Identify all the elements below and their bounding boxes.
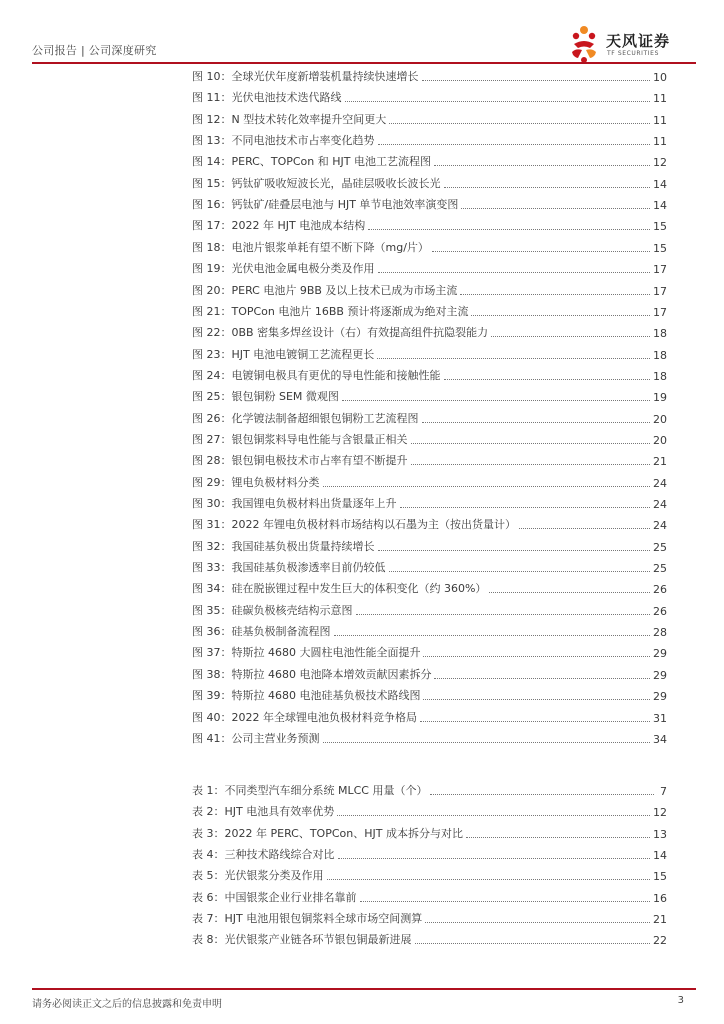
figure-title: 图 12：N 型技术转化效率提升空间更大 <box>192 112 387 126</box>
figure-toc-entry[interactable] <box>192 278 667 298</box>
dot-leader <box>444 378 651 380</box>
dot-leader <box>377 357 650 359</box>
dot-leader <box>422 79 651 81</box>
figure-title: 图 14：PERC、TOPCon 和 HJT 电池工艺流程图 <box>192 155 431 169</box>
figure-title: 图 41：公司主营业务预测 <box>192 731 320 745</box>
figure-title: 图 27：银包铜浆料导电性能与含银量正相关 <box>192 432 408 446</box>
dot-leader <box>342 399 650 401</box>
figure-title: 图 18：电池片银浆单耗有望不断下降（mg/片） <box>192 240 429 254</box>
figure-page-number: 18 <box>653 348 667 362</box>
figure-title: 图 40：2022 年全球锂电池负极材料竞争格局 <box>192 710 417 724</box>
table-title: 表 2：HJT 电池具有效率优势 <box>192 805 335 819</box>
figure-toc-entry[interactable] <box>192 342 667 362</box>
figure-title: 图 36：硅基负极制备流程图 <box>192 625 331 639</box>
figure-page-number: 24 <box>653 519 667 533</box>
figure-page-number: 20 <box>653 433 667 447</box>
table-page-number: 22 <box>653 934 667 948</box>
table-page-number: 21 <box>653 913 667 927</box>
figure-toc-entry[interactable] <box>192 85 667 105</box>
table-title: 表 7：HJT 电池用银包铜浆料全球市场空间测算 <box>192 912 423 926</box>
table-title: 表 4：三种技术路线综合对比 <box>192 848 335 862</box>
table-title: 表 3：2022 年 PERC、TOPCon、HJT 成本拆分与对比 <box>192 826 463 840</box>
table-toc-entry[interactable] <box>192 927 667 947</box>
dot-leader <box>378 271 651 273</box>
figure-toc-entry[interactable] <box>192 299 667 319</box>
figure-page-number: 25 <box>653 562 667 576</box>
footer-disclaimer: 请务必阅读正文之后的信息披露和免责申明 <box>32 999 222 1010</box>
figure-toc-entry[interactable] <box>192 598 667 618</box>
figure-page-number: 29 <box>653 690 667 704</box>
figure-title: 图 23：HJT 电池电镀铜工艺流程更长 <box>192 347 375 361</box>
figure-title: 图 20：PERC 电池片 9BB 及以上技术已成为市场主流 <box>192 283 458 297</box>
figure-toc-entry[interactable] <box>192 576 667 596</box>
figure-toc-entry[interactable] <box>192 107 667 127</box>
figure-toc-entry[interactable] <box>192 640 667 660</box>
dot-leader <box>389 570 651 572</box>
dot-leader <box>400 506 651 508</box>
figure-title: 图 37：特斯拉 4680 大圆柱电池性能全面提升 <box>192 646 421 660</box>
figure-title: 图 31：2022 年锂电负极材料市场结构以石墨为主（按出货量计） <box>192 518 516 532</box>
figure-title: 图 26：化学镀法制备超细银包铜粉工艺流程图 <box>192 411 419 425</box>
figure-toc-entry[interactable] <box>192 64 667 84</box>
figure-toc-entry[interactable] <box>192 534 667 554</box>
figure-title: 图 32：我国硅基负极出货量持续增长 <box>192 539 375 553</box>
report-type-label: 公司报告 | 公司深度研究 <box>32 44 157 57</box>
figure-toc-entry[interactable] <box>192 662 667 682</box>
figure-page-number: 25 <box>653 540 667 554</box>
figure-title: 图 15：钙钛矿吸收短波长光，晶硅层吸收长波长光 <box>192 176 441 190</box>
figure-page-number: 28 <box>653 626 667 640</box>
figure-page-number: 14 <box>653 177 667 191</box>
dot-leader <box>327 878 651 880</box>
dot-leader <box>434 164 650 166</box>
table-title: 表 5：光伏银浆分类及作用 <box>192 869 324 883</box>
table-title: 表 6：中国银浆企业行业排名靠前 <box>192 890 357 904</box>
dot-leader <box>338 857 651 859</box>
dot-leader <box>368 228 650 230</box>
figure-title: 图 33：我国硅基负极渗透率目前仍较低 <box>192 561 386 575</box>
figure-page-number: 19 <box>653 391 667 405</box>
logo-name: 天风证券 <box>606 32 671 50</box>
figure-toc-entry[interactable] <box>192 192 667 212</box>
table-page-number: 12 <box>653 806 667 820</box>
dot-leader <box>423 655 650 657</box>
dot-leader <box>434 677 650 679</box>
dot-leader <box>378 549 651 551</box>
figure-page-number: 10 <box>653 71 667 84</box>
dot-leader <box>378 143 651 145</box>
figure-title: 图 24：电镀铜电极具有更优的导电性能和接触性能 <box>192 368 441 382</box>
figure-page-number: 11 <box>653 113 667 127</box>
figure-title: 图 19：光伏电池金属电极分类及作用 <box>192 262 375 276</box>
table-page-number: 13 <box>653 827 667 841</box>
figure-toc-entry[interactable] <box>192 470 667 490</box>
figure-toc-entry[interactable] <box>192 235 667 255</box>
figure-toc-entry[interactable] <box>192 320 667 340</box>
figure-toc-entry[interactable] <box>192 448 667 468</box>
figure-page-number: 34 <box>653 732 667 746</box>
figure-page-number: 18 <box>653 327 667 341</box>
table-toc-entry[interactable] <box>192 799 667 819</box>
dot-leader <box>323 485 651 487</box>
table-page-number: 16 <box>653 891 667 905</box>
figure-page-number: 15 <box>653 220 667 234</box>
figure-title: 图 35：硅碳负极核壳结构示意图 <box>192 603 353 617</box>
figure-toc-entry[interactable] <box>192 149 667 169</box>
dot-leader <box>444 186 651 188</box>
figure-title: 图 39：特斯拉 4680 电池硅基负极技术路线图 <box>192 689 421 703</box>
table-page-number: 7 <box>660 785 667 798</box>
figure-title: 图 22：0BB 密集多焊丝设计（右）有效提高组件抗隐裂能力 <box>192 326 489 340</box>
table-title: 表 8：光伏银浆产业链各环节银包铜最新进展 <box>192 933 412 947</box>
figure-page-number: 11 <box>653 92 667 106</box>
figure-page-number: 17 <box>653 284 667 298</box>
figure-page-number: 31 <box>653 711 667 725</box>
dot-leader <box>489 591 650 593</box>
figure-toc-entry[interactable] <box>192 683 667 703</box>
dot-leader <box>420 720 650 722</box>
figure-toc-entry[interactable] <box>192 619 667 639</box>
dot-leader <box>389 122 650 124</box>
table-page-number: 15 <box>653 870 667 884</box>
dot-leader <box>519 527 650 529</box>
figure-toc-entry[interactable] <box>192 128 667 148</box>
figure-page-number: 21 <box>653 455 667 469</box>
dot-leader <box>461 207 650 209</box>
dot-leader <box>466 836 650 838</box>
footer-divider <box>32 988 696 990</box>
figure-toc-entry[interactable] <box>192 256 667 276</box>
figure-page-number: 29 <box>653 668 667 682</box>
figure-page-number: 26 <box>653 604 667 618</box>
figure-toc-entry[interactable] <box>192 384 667 404</box>
figure-toc-entry[interactable] <box>192 363 667 383</box>
figure-page-number: 18 <box>653 369 667 383</box>
figure-title: 图 21：TOPCon 电池片 16BB 预计将逐渐成为绝对主流 <box>192 304 469 318</box>
figure-toc-entry[interactable] <box>192 512 667 532</box>
dot-leader <box>411 463 651 465</box>
logo-subtitle: TF SECURITIES <box>607 50 659 57</box>
page-header <box>32 32 696 62</box>
dot-leader <box>334 634 651 636</box>
figure-page-number: 17 <box>653 305 667 319</box>
figure-toc-entry[interactable] <box>192 213 667 233</box>
dot-leader <box>422 421 651 423</box>
dot-leader <box>415 942 651 944</box>
dot-leader <box>323 741 651 743</box>
figure-toc-entry[interactable] <box>192 726 667 746</box>
figure-page-number: 20 <box>653 412 667 426</box>
figure-title: 图 10：全球光伏年度新增装机量持续快速增长 <box>192 70 419 83</box>
dot-leader <box>360 900 651 902</box>
figure-title: 图 30：我国锂电负极材料出货量逐年上升 <box>192 497 397 510</box>
figure-toc-entry[interactable] <box>192 705 667 725</box>
figure-page-number: 24 <box>653 476 667 490</box>
dot-leader <box>337 814 650 816</box>
dot-leader <box>411 442 651 444</box>
dot-leader <box>491 335 650 337</box>
figure-title: 图 38：特斯拉 4680 电池降本增效贡献因素拆分 <box>192 667 432 681</box>
figure-toc-entry[interactable] <box>192 491 667 511</box>
figure-toc-entry[interactable] <box>192 555 667 575</box>
table-toc-entry[interactable] <box>192 863 667 883</box>
figure-title: 图 13：不同电池技术市占率变化趋势 <box>192 134 375 148</box>
dot-leader <box>345 100 651 102</box>
figure-title: 图 29：锂电负极材料分类 <box>192 475 320 489</box>
table-toc-entry[interactable] <box>192 906 667 926</box>
figure-title: 图 25：银包铜粉 SEM 微观图 <box>192 390 339 404</box>
table-title: 表 1：不同类型汽车细分系统 MLCC 用量（个） <box>192 784 428 797</box>
figure-page-number: 12 <box>653 156 667 170</box>
dot-leader <box>356 613 651 615</box>
figure-page-number: 26 <box>653 583 667 597</box>
figure-page-number: 24 <box>653 498 667 511</box>
tf-logo-icon <box>566 24 602 64</box>
figure-toc-entry[interactable] <box>192 406 667 426</box>
figure-page-number: 17 <box>653 263 667 277</box>
figure-title: 图 28：银包铜电极技术市占率有望不断提升 <box>192 454 408 468</box>
figure-toc-entry[interactable] <box>192 427 667 447</box>
figure-title: 图 16：钙钛矿/硅叠层电池与 HJT 单节电池效率演变图 <box>192 198 459 212</box>
table-toc-entry[interactable] <box>192 885 667 905</box>
company-logo <box>566 24 696 64</box>
dot-leader <box>425 921 650 923</box>
page-number: 3 <box>677 995 684 1006</box>
figure-page-number: 29 <box>653 647 667 661</box>
figure-title: 图 11：光伏电池技术迭代路线 <box>192 91 342 105</box>
dot-leader <box>430 793 654 795</box>
dot-leader <box>471 314 650 316</box>
figure-title: 图 34：硅在脱嵌锂过程中发生巨大的体积变化（约 360%） <box>192 582 487 596</box>
dot-leader <box>423 698 650 700</box>
table-toc-entry[interactable] <box>192 778 667 798</box>
table-toc-entry[interactable] <box>192 842 667 862</box>
table-toc-entry[interactable] <box>192 821 667 841</box>
table-page-number: 14 <box>653 849 667 863</box>
figure-toc-entry[interactable] <box>192 171 667 191</box>
figure-title: 图 17：2022 年 HJT 电池成本结构 <box>192 219 366 233</box>
dot-leader <box>432 250 650 252</box>
figure-page-number: 11 <box>653 135 667 149</box>
figure-page-number: 15 <box>653 241 667 255</box>
figure-page-number: 14 <box>653 199 667 213</box>
dot-leader <box>460 293 650 295</box>
